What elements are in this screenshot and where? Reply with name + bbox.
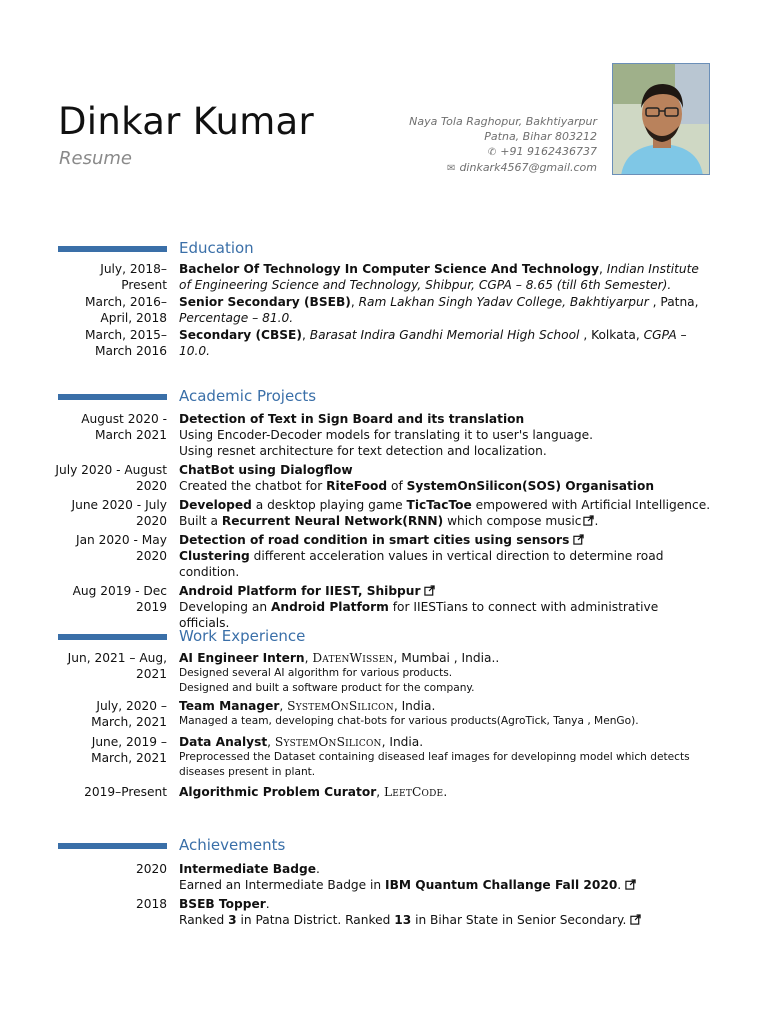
section-title: Education — [179, 239, 254, 257]
entry-body: Senior Secondary (BSEB), Ram Lakhan Singh Yadav College, Bakhtiyarpur , Patna, Percentage – 81.0. — [179, 295, 699, 325]
work-entry — [0, 650, 768, 696]
external-link-icon[interactable] — [630, 914, 641, 925]
school-name: Ram Lakhan Singh Yadav College, Bakhtiyarpur — [358, 295, 649, 309]
entry-date: August 2020 - March 2021 — [81, 412, 167, 442]
section-title: Academic Projects — [179, 387, 317, 405]
entry-date: June, 2019 – March, 2021 — [91, 735, 167, 765]
job-role: Data Analyst — [179, 735, 268, 749]
degree-title: Senior Secondary (BSEB) — [179, 295, 351, 309]
entry-body: Data Analyst, SystemOnSilicon, India. Preprocessed the Dataset containing diseased leaf images for developinng model which detects diseases present in plant. — [179, 735, 690, 778]
section-bar — [58, 843, 167, 849]
section-bar — [58, 246, 167, 252]
degree-detail: CGPA – 10.0. — [179, 328, 687, 358]
external-link-icon[interactable] — [625, 879, 636, 890]
school-place: , Kolkata, — [579, 328, 640, 342]
phone-line — [409, 144, 597, 160]
entry-date: July 2020 - August 2020 — [55, 463, 167, 493]
project-title: Android Platform for IIEST, Shibpur — [179, 584, 421, 598]
school-name: Barasat Indira Gandhi Memorial High School — [309, 328, 580, 342]
work-entry — [0, 784, 768, 800]
document-subtitle: Resume — [59, 148, 132, 169]
section-bar — [58, 394, 167, 400]
company-name: DatenWissen — [312, 651, 394, 665]
entry-body: Algorithmic Problem Curator, LeetCode. — [179, 785, 448, 799]
entry-body: Developed a desktop playing game TicTacToe empowered with Artificial Intelligence. Built a Recurrent Neural Network(RNN) which compose music . — [179, 498, 711, 528]
entry-date: 2019–Present — [84, 785, 167, 799]
section-work-experience — [0, 626, 768, 800]
entry-date: July, 2020 – March, 2021 — [91, 699, 167, 729]
achievement-entry — [0, 896, 768, 928]
section-title: Achievements — [179, 836, 286, 854]
entry-body: BSEB Topper. Ranked 3 in Patna District. Ranked 13 in Bihar State in Senior Secondary. — [179, 896, 711, 928]
email-address[interactable]: dinkark4567@gmail.com — [459, 161, 597, 174]
entry-date: Jan 2020 - May 2020 — [75, 533, 167, 563]
company-name: SystemOnSilicon — [274, 735, 382, 749]
degree-title: Bachelor Of Technology In Computer Science And Technology — [179, 262, 600, 276]
entry-date: Aug 2019 - Dec 2019 — [72, 584, 167, 614]
section-title: Work Experience — [179, 627, 306, 645]
degree-detail: Indian Institute of Engineering Science and Technology, Shibpur, CGPA – 8.65 (till 6th Semester). — [179, 262, 699, 292]
section-projects — [0, 386, 768, 631]
entry-date: June 2020 - July 2020 — [71, 498, 167, 528]
entry-body: ChatBot using Dialogflow Created the chatbot for RiteFood of SystemOnSilicon(SOS) Organisation — [179, 463, 655, 493]
contact-block — [409, 114, 597, 176]
external-link-icon[interactable] — [424, 585, 435, 596]
entry-date: March, 2016– April, 2018 — [84, 295, 167, 325]
section-achievements — [0, 835, 768, 928]
resume-header — [0, 0, 768, 200]
education-entry — [0, 327, 768, 359]
company-name: SystemOnSilicon — [287, 699, 394, 713]
project-title: Detection of road condition in smart cities using sensors — [179, 533, 570, 547]
job-role: Algorithmic Problem Curator — [179, 785, 377, 799]
project-title: ChatBot using Dialogflow — [179, 463, 353, 477]
entry-body: Android Platform for IIEST, Shibpur Developing an Android Platform for IIESTians to connect with administrative officials. — [179, 584, 659, 630]
job-role: Team Manager — [179, 699, 280, 713]
section-education — [0, 238, 768, 359]
entry-date: 2018 — [135, 897, 167, 911]
entry-date: 2020 — [135, 862, 167, 876]
project-entry — [0, 462, 768, 494]
degree-title: Secondary (CBSE) — [179, 328, 302, 342]
degree-detail: Percentage – 81.0. — [179, 311, 294, 325]
entry-body: Intermediate Badge. Earned an Intermediate Badge in IBM Quantum Challange Fall 2020. — [179, 861, 711, 893]
email-line[interactable] — [409, 160, 597, 176]
entry-body: AI Engineer Intern, DatenWissen, Mumbai , India.. Designed several AI algorithm for various products. Designed and built a software product for the company. — [179, 651, 500, 694]
section-bar — [58, 634, 167, 640]
achievement-title: BSEB Topper — [179, 897, 266, 911]
entry-date: Jun, 2021 – Aug, 2021 — [67, 651, 167, 681]
entry-body: Secondary (CBSE), Barasat Indira Gandhi Memorial High School , Kolkata, CGPA – 10.0. — [179, 328, 687, 358]
education-entry — [0, 294, 768, 326]
project-entry — [0, 497, 768, 529]
entry-body: Bachelor Of Technology In Computer Science And Technology, Indian Institute of Engineering Science and Technology, Shibpur, CGPA – 8.65 (till 6th Semester). — [179, 262, 699, 292]
entry-date: July, 2018– Present — [100, 262, 167, 292]
candidate-name: Dinkar Kumar — [58, 100, 315, 143]
entry-body: Detection of Text in Sign Board and its translation Using Encoder-Decoder models for translating it to user's language. Using resnet architecture for text detection and localization. — [179, 412, 594, 458]
profile-photo — [612, 63, 710, 175]
external-link-icon[interactable] — [573, 534, 584, 545]
school-place: , Patna, — [648, 295, 699, 309]
envelope-icon: ✉ — [447, 163, 456, 174]
achievement-title: Intermediate Badge — [179, 862, 316, 876]
work-entry — [0, 734, 768, 780]
work-entry — [0, 698, 768, 730]
phone-number: +91 9162436737 — [500, 145, 597, 158]
project-entry — [0, 583, 768, 631]
company-name: LeetCode — [383, 785, 444, 799]
entry-date: March, 2015– March 2016 — [84, 328, 167, 358]
entry-body: Team Manager, SystemOnSilicon, India. Managed a team, developing chat-bots for various products(AgroTick, Tanya , MenGo). — [179, 699, 639, 727]
phone-icon: ✆ — [487, 147, 497, 158]
achievement-entry — [0, 861, 768, 893]
education-entry — [0, 261, 768, 293]
project-entry — [0, 532, 768, 580]
job-role: AI Engineer Intern — [179, 651, 305, 665]
entry-body: Detection of road condition in smart cities using sensors Clustering different acceleration values in vertical direction to determine road condition. — [179, 533, 664, 579]
address-line-2: Patna, Bihar 803212 — [484, 130, 597, 143]
project-entry — [0, 411, 768, 459]
address-line-1: Naya Tola Raghopur, Bakhtiyarpur — [409, 115, 597, 128]
external-link-icon[interactable] — [583, 515, 594, 526]
project-title: Detection of Text in Sign Board and its translation — [179, 412, 525, 426]
